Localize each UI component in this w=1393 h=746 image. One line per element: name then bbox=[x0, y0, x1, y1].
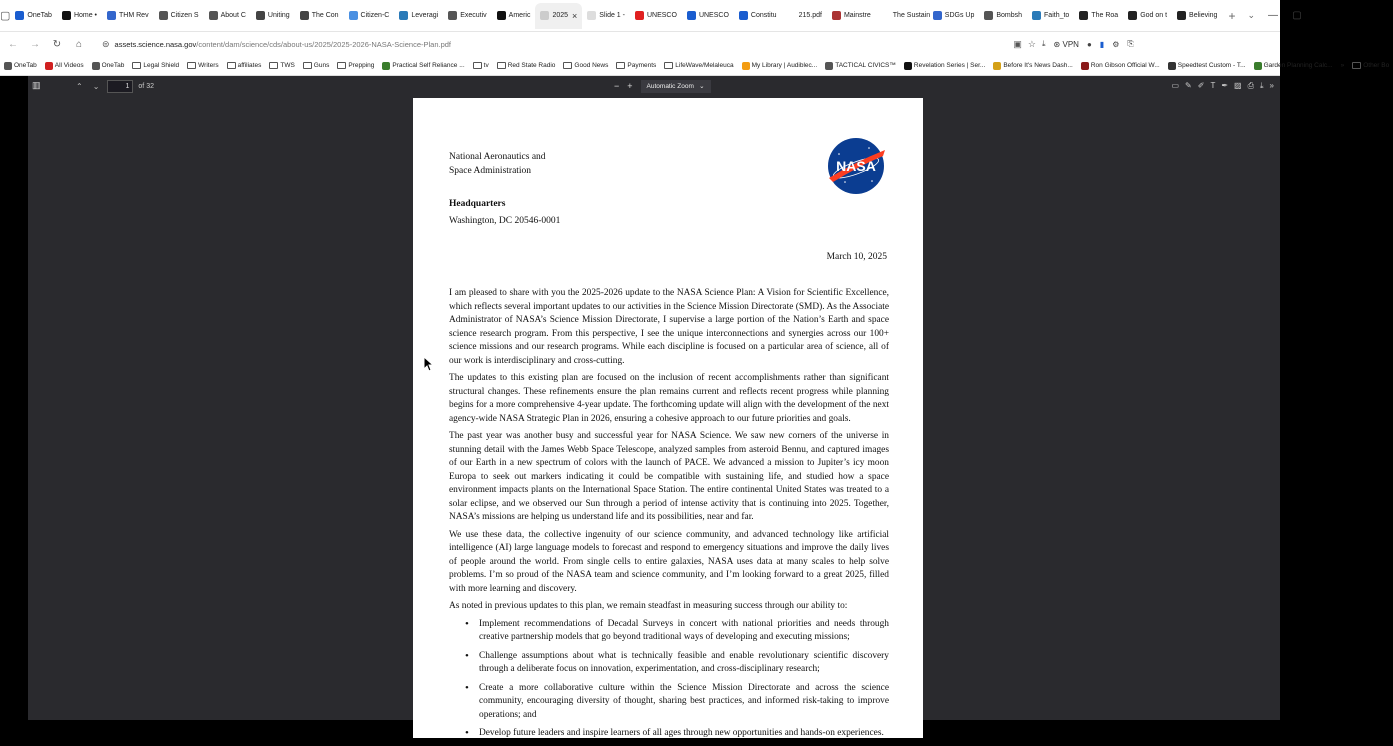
browser-tab[interactable] bbox=[492, 3, 536, 29]
bookmark-label: OneTab bbox=[14, 62, 37, 69]
folder-icon bbox=[303, 62, 312, 69]
tab-favicon-icon bbox=[1079, 11, 1088, 20]
site-info-icon[interactable]: ⊜ bbox=[102, 38, 110, 49]
more-tools-icon[interactable]: » bbox=[1269, 81, 1274, 90]
tab-favicon-icon bbox=[15, 11, 24, 20]
bookmark-favicon-icon bbox=[4, 62, 12, 70]
bookmark-folder[interactable] bbox=[265, 62, 298, 69]
signature-icon[interactable]: ✒ bbox=[1221, 81, 1229, 90]
bookmark-label: Writers bbox=[198, 62, 219, 69]
bookmark-label: Red State Radio bbox=[507, 62, 556, 69]
bookmark-folder[interactable] bbox=[128, 62, 183, 69]
tab-favicon-icon bbox=[881, 11, 890, 20]
paragraph: I am pleased to share with you the 2025-2026 update to the NASA Science Plan: A Vision for Scientific Excellence, which reflects several important updates to our activities in the Science Mission Directorate (SMD). As the Associate Administrator of NASA’s Science Mission Directorate, I supervise a large portion of the Nation’s Earth and space science research program. From this perspective, I see the unique interconnections and synergies across our 100+ science missions and our research programs. While each discipline is focused on a particular area of science, all of our work is interdisciplinary and cross-cutting. bbox=[449, 288, 889, 366]
folder-icon bbox=[616, 62, 625, 69]
folder-icon bbox=[497, 62, 506, 69]
browser-tab[interactable] bbox=[827, 3, 876, 29]
bookmark-item[interactable] bbox=[41, 62, 88, 70]
bookmark-favicon-icon bbox=[742, 62, 750, 70]
print-icon[interactable]: ⎙ bbox=[1247, 81, 1254, 90]
tab-label: Leveragi bbox=[411, 12, 439, 19]
tab-favicon-icon bbox=[984, 11, 993, 20]
bookmarks-bar bbox=[0, 56, 1390, 76]
bookmark-item[interactable] bbox=[0, 62, 41, 70]
tab-favicon-icon bbox=[349, 11, 358, 20]
new-tab-button[interactable]: + bbox=[1228, 8, 1236, 23]
previous-page-icon[interactable]: ⌃ bbox=[76, 81, 83, 91]
forward-icon[interactable]: → bbox=[30, 38, 40, 50]
tab-favicon-icon bbox=[399, 11, 408, 20]
bookmark-favicon-icon bbox=[825, 62, 833, 70]
tab-label: The Con bbox=[311, 12, 339, 19]
browser-tab[interactable] bbox=[682, 3, 734, 29]
tab-label: Constitu bbox=[750, 12, 777, 19]
other-bookmarks-label: Other Bo bbox=[1363, 62, 1390, 69]
agency-name bbox=[449, 150, 546, 178]
window-controls bbox=[1261, 10, 1309, 21]
paragraph: We use these data, the collective ingenuity of our science community, and advanced technology like artificial intelligence (AI) large language models to forecast and respond to emergency situations and improve the daily lives of people around the world. From single cells to entire galaxies, NASA uses data at many scales to help solve problems. I’m so proud of the NASA team and science community, and I’m looking forward to a great 2025, filled with more learning and discovery. bbox=[449, 529, 889, 594]
bookmark-label: Before It's News Dash... bbox=[1003, 62, 1073, 69]
bookmark-favicon-icon bbox=[1254, 62, 1262, 70]
reload-icon[interactable]: ↻ bbox=[52, 38, 62, 50]
folder-icon bbox=[132, 62, 141, 69]
minimize-icon[interactable]: — bbox=[1268, 10, 1279, 21]
logo-wordmark: NASA bbox=[836, 158, 876, 174]
bookmark-label: My Library | Audiblec... bbox=[751, 62, 818, 69]
zoom-out-button[interactable]: − bbox=[614, 81, 620, 91]
browser-tab[interactable] bbox=[10, 3, 57, 29]
reader-view-icon[interactable]: ▣ bbox=[1013, 38, 1022, 49]
sidebar-toggle-icon[interactable]: ▥ bbox=[32, 80, 41, 90]
bookmark-favicon-icon bbox=[45, 62, 53, 70]
bookmark-folder[interactable] bbox=[612, 62, 660, 69]
browser-tab[interactable] bbox=[295, 3, 344, 29]
letter-date: March 10, 2025 bbox=[826, 252, 887, 262]
tab-favicon-icon bbox=[587, 11, 596, 20]
bookmark-label: Practical Self Reliance ... bbox=[392, 62, 465, 69]
tab-favicon-icon bbox=[787, 11, 796, 20]
bookmark-label: TACTICAL CIVICS™ bbox=[835, 62, 896, 69]
url-path: /content/dam/science/cds/about-us/2025/2025-2026-NASA-Science-Plan.pdf bbox=[196, 39, 452, 49]
folder-icon bbox=[187, 62, 196, 69]
wallet-icon[interactable]: ● bbox=[1086, 39, 1092, 49]
highlight-icon[interactable]: ✎ bbox=[1185, 81, 1192, 90]
tab-favicon-icon bbox=[448, 11, 457, 20]
zoom-select[interactable] bbox=[641, 80, 711, 93]
tab-favicon-icon bbox=[933, 11, 942, 20]
list-item: • Implement recommendations of Decadal Surveys in concert with national priorities and needs through creative partnership models that go beyond traditional ways of developing and executing missions; bbox=[465, 618, 889, 645]
left-black-margin bbox=[0, 76, 28, 720]
pdf-page bbox=[413, 98, 923, 738]
address-bar-row bbox=[0, 32, 1280, 56]
tab-label: 2025 bbox=[552, 12, 569, 19]
tab-label: 215.pdf bbox=[798, 12, 822, 19]
browser-tab[interactable] bbox=[979, 3, 1027, 29]
page-number-input[interactable]: 1 bbox=[107, 80, 133, 93]
bookmarks-list bbox=[0, 62, 1337, 70]
folder-icon bbox=[473, 62, 482, 69]
mouse-cursor-icon bbox=[423, 356, 433, 372]
folder-icon bbox=[1352, 62, 1361, 69]
tab-label: Home • bbox=[73, 12, 98, 19]
browser-tab[interactable] bbox=[443, 3, 491, 29]
list-item: • Challenge assumptions about what is technically feasible and enable revolutionary scientific discovery through a deliberate focus on innovation, experimentation, and cross-disciplinary research; bbox=[465, 650, 889, 677]
tab-list bbox=[10, 0, 1222, 32]
tab-label: Citizen-C bbox=[360, 12, 390, 19]
bookmark-folder[interactable] bbox=[469, 62, 493, 69]
bookmark-favicon-icon bbox=[993, 62, 1001, 70]
chevron-down-icon: ⌄ bbox=[699, 82, 705, 90]
hq-address: Washington, DC 20546-0001 bbox=[449, 216, 561, 226]
share-icon[interactable]: ⎘ bbox=[1127, 39, 1134, 48]
tab-favicon-icon bbox=[256, 11, 265, 20]
browser-tab[interactable] bbox=[582, 3, 630, 29]
zoom-select-value: Automatic Zoom bbox=[646, 82, 694, 90]
folder-icon bbox=[664, 62, 673, 69]
bookmark-label: Legal Shield bbox=[143, 62, 180, 69]
browser-tab[interactable] bbox=[876, 3, 931, 29]
vpn-label: VPN bbox=[1062, 39, 1079, 49]
tab-favicon-icon bbox=[1177, 11, 1186, 20]
bookmark-item[interactable] bbox=[989, 62, 1077, 70]
url-domain: assets.science.nasa.gov bbox=[114, 39, 197, 49]
tab-label: Uniting bbox=[267, 12, 290, 19]
tab-label: Bombsh bbox=[996, 12, 1023, 19]
tab-favicon-icon bbox=[497, 11, 506, 20]
tab-label: Executiv bbox=[460, 12, 487, 19]
browser-tab[interactable] bbox=[57, 3, 102, 29]
tab-label: Mainstre bbox=[843, 12, 871, 19]
bookmark-favicon-icon bbox=[92, 62, 100, 70]
folder-icon bbox=[563, 62, 572, 69]
close-tab-icon[interactable]: × bbox=[572, 10, 578, 21]
bookmark-folder[interactable] bbox=[223, 62, 266, 69]
paragraph: The past year was another busy and successful year for NASA Science. We saw new corners of the universe in stunning detail with the James Webb Space Telescope, analyzed samples from asteroid Bennu, and captured images of our Earth in a new spectrum of colors with the launch of PACE. We advanced a mission to Jupiter’s icy moon Europa to seek out markers indicating it could be compatible with sustaining life, and studied how a space environment impacts plants on the International Space Station. The entire continental United States was treated to a solar eclipse, and we observed our Sun through a period of intense activity that is continuing into 2025. Together, NASA’s missions are helping us understand life and its possibilities, near and far. bbox=[449, 431, 889, 522]
browser-tab[interactable] bbox=[1027, 3, 1074, 29]
bookmark-label: Payments bbox=[627, 62, 657, 69]
tab-label: OneTab bbox=[27, 12, 52, 19]
bookmark-favicon-icon bbox=[904, 62, 912, 70]
image-icon[interactable]: ▨ bbox=[1234, 81, 1242, 90]
back-icon[interactable]: ← bbox=[8, 38, 18, 50]
bookmark-item[interactable] bbox=[1077, 62, 1164, 70]
agency-line-2: Space Administration bbox=[449, 166, 532, 176]
folder-icon bbox=[227, 62, 236, 69]
hq-label: Headquarters bbox=[449, 199, 506, 209]
browser-tab[interactable] bbox=[251, 3, 295, 29]
tab-favicon-icon bbox=[107, 11, 116, 20]
pdf-toolbar bbox=[28, 76, 1280, 96]
bookmark-folder[interactable] bbox=[333, 62, 378, 69]
page-count: of 32 bbox=[138, 82, 154, 90]
bookmark-label: LifeWave/Melaleuca bbox=[675, 62, 734, 69]
bookmark-label: TWS bbox=[280, 62, 295, 69]
browser-tab[interactable] bbox=[102, 3, 154, 29]
url-field[interactable] bbox=[102, 34, 1042, 54]
list-item: • Develop future leaders and inspire learners of all ages through new opportunities and hands-on experiences. bbox=[465, 727, 889, 741]
tab-favicon-icon bbox=[1128, 11, 1137, 20]
tab-favicon-icon bbox=[159, 11, 168, 20]
bookmark-item[interactable] bbox=[821, 62, 900, 70]
bookmark-star-icon[interactable]: ☆ bbox=[1027, 38, 1036, 49]
browser-tab[interactable] bbox=[1123, 3, 1172, 29]
agency-line-1: National Aeronautics and bbox=[449, 152, 546, 162]
tab-label: UNESCO bbox=[698, 12, 729, 19]
tab-label: The Roa bbox=[1091, 12, 1119, 19]
bookmark-favicon-icon bbox=[1168, 62, 1176, 70]
bookmark-label: Prepping bbox=[348, 62, 375, 69]
bookmark-favicon-icon bbox=[1081, 62, 1089, 70]
browser-tab[interactable] bbox=[1172, 3, 1222, 29]
browser-tab[interactable] bbox=[344, 3, 395, 29]
text-icon[interactable]: T bbox=[1210, 81, 1216, 90]
bookmark-item[interactable] bbox=[900, 62, 989, 70]
tab-label: Believing bbox=[1189, 12, 1218, 19]
bookmark-label: Garden Planning Calc... bbox=[1263, 62, 1333, 69]
bookmark-item[interactable] bbox=[1164, 62, 1250, 70]
bookmark-label: Ron Gibson Official W... bbox=[1090, 62, 1160, 69]
tab-favicon-icon bbox=[300, 11, 309, 20]
browser-tab[interactable] bbox=[154, 3, 204, 29]
bookmark-folder[interactable] bbox=[299, 62, 334, 69]
tab-label: Slide 1 - bbox=[599, 12, 625, 19]
bookmark-label: tv bbox=[483, 62, 489, 69]
bookmark-label: Good News bbox=[574, 62, 609, 69]
nasa-logo-icon bbox=[825, 132, 887, 200]
next-page-icon[interactable]: ⌄ bbox=[92, 81, 100, 91]
bookmark-item[interactable] bbox=[738, 62, 822, 70]
tab-label: The Sustain bbox=[892, 12, 931, 19]
browser-tab[interactable] bbox=[734, 3, 782, 29]
tab-favicon-icon bbox=[635, 11, 644, 20]
paragraph: The updates to this existing plan are focused on the inclusion of recent accomplishments rather than significant structural changes. These refinements ensure the plan remains current and reflects recent progress while planning begins for a more comprehensive 4-year update. The forthcoming update will align with the development of the next agency-wide NASA Strategic Plan in 2026, ensuring a cohesive approach to our future priorities and goals. bbox=[449, 373, 889, 424]
tab-label: THM Rev bbox=[119, 12, 149, 19]
browser-tab[interactable] bbox=[630, 3, 682, 29]
draw-icon[interactable]: ✐ bbox=[1197, 81, 1205, 90]
other-bookmarks-folder[interactable] bbox=[1348, 62, 1393, 69]
folder-icon bbox=[337, 62, 346, 69]
bookmark-folder[interactable] bbox=[183, 62, 222, 69]
extension-icon[interactable]: ▮ bbox=[1099, 39, 1105, 49]
tab-label: Americ bbox=[508, 12, 531, 19]
save-icon[interactable]: ⤓ bbox=[1260, 81, 1264, 90]
tab-label: God on t bbox=[1140, 12, 1168, 19]
tab-label: UNESCO bbox=[646, 12, 677, 19]
pdf-viewer[interactable] bbox=[28, 96, 1280, 738]
bookmark-label: OneTab bbox=[101, 62, 125, 69]
maximize-icon[interactable]: ▢ bbox=[1292, 10, 1302, 21]
tab-favicon-icon bbox=[540, 11, 549, 20]
tab-label: SDGs Up bbox=[944, 12, 975, 19]
browser-tab[interactable] bbox=[928, 3, 980, 29]
tab-label: Faith_to bbox=[1044, 12, 1070, 19]
tab-favicon-icon bbox=[687, 11, 696, 20]
bookmark-label: affiliates bbox=[237, 62, 262, 69]
browser-tab[interactable] bbox=[1074, 3, 1123, 29]
letter-body bbox=[449, 287, 889, 746]
extensions-puzzle-icon[interactable]: ⚙ bbox=[1112, 39, 1120, 49]
zoom-in-button[interactable]: + bbox=[627, 81, 633, 91]
tab-favicon-icon bbox=[1032, 11, 1041, 20]
paragraph: As noted in previous updates to this plan, we remain steadfast in measuring success through our ability to: bbox=[449, 601, 848, 611]
tab-favicon-icon bbox=[209, 11, 218, 20]
bookmark-item[interactable] bbox=[1250, 62, 1337, 70]
tab-search-chevron-icon[interactable]: ⌄ bbox=[1247, 10, 1256, 20]
browser-tab[interactable] bbox=[535, 3, 582, 29]
bookmarks-overflow-button[interactable]: » bbox=[1340, 62, 1345, 69]
bookmark-label: Revelation Series | Ser... bbox=[913, 62, 986, 69]
bookmark-label: Guns bbox=[313, 62, 330, 69]
tab-favicon-icon bbox=[739, 11, 748, 20]
comment-icon[interactable]: ▭ bbox=[1171, 81, 1180, 90]
browser-tab[interactable] bbox=[394, 3, 443, 29]
list-item: • Create a more collaborative culture within the Science Mission Directorate and across the science community, encouraging diversity of thought, sharing best practices, and informed risk-taking to improve operations; and bbox=[465, 682, 889, 723]
bookmark-folder[interactable] bbox=[559, 62, 612, 69]
folder-icon bbox=[269, 62, 278, 69]
tab-favicon-icon bbox=[832, 11, 841, 20]
tab-label: Citizen S bbox=[170, 12, 199, 19]
browser-tab[interactable] bbox=[782, 3, 827, 29]
tab-actions-icon[interactable]: ▢ bbox=[0, 10, 11, 22]
bookmark-label: All Videos bbox=[54, 62, 84, 69]
bookmark-folder[interactable] bbox=[660, 62, 737, 69]
bookmark-folder[interactable] bbox=[493, 62, 560, 69]
download-icon[interactable]: ⤓ bbox=[1042, 39, 1046, 48]
tab-strip bbox=[0, 0, 1302, 32]
vpn-button[interactable]: ⊛ VPN bbox=[1053, 39, 1079, 49]
goals-list bbox=[449, 618, 889, 741]
bookmark-favicon-icon bbox=[382, 62, 390, 70]
browser-tab[interactable] bbox=[204, 3, 251, 29]
bookmark-item[interactable] bbox=[378, 62, 468, 70]
home-icon[interactable]: ⌂ bbox=[75, 38, 83, 50]
tab-label: About C bbox=[220, 12, 246, 19]
tab-favicon-icon bbox=[62, 11, 71, 20]
bookmark-label: Speedtest Custom - T... bbox=[1177, 62, 1246, 69]
bookmark-item[interactable] bbox=[88, 62, 129, 70]
